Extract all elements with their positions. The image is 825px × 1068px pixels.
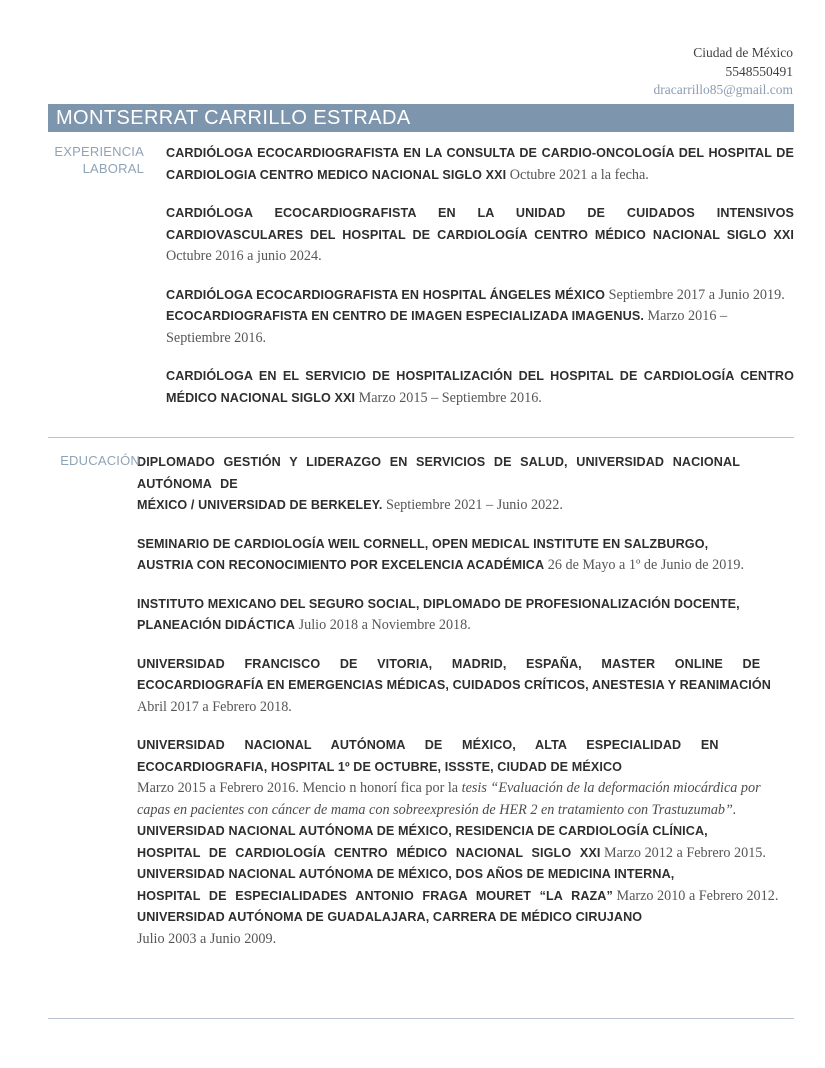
entry-date: Septiembre 2017 a Junio 2019. bbox=[605, 286, 785, 303]
education-entry bbox=[137, 452, 794, 517]
entry-title-line1: UNIVERSIDAD NACIONAL AUTÓNOMA DE MÉXICO, RESIDENCIA DE CARDIOLOGÍA CLÍNICA, bbox=[137, 824, 708, 838]
entry-title: CARDIÓLOGA ECOCARDIOGRAFISTA EN LA UNIDAD DE CUIDADOS INTENSIVOS CARDIOVASCULARES DEL HOSPITAL DE CARDIOLOGÍA CENTRO MÉDICO NACIONAL SIGLO XXI bbox=[166, 206, 794, 242]
entry-title: CARDIÓLOGA ECOCARDIOGRAFISTA EN HOSPITAL ÁNGELES MÉXICO bbox=[166, 287, 606, 302]
entry-title-line2: ECOCARDIOGRAFÍA EN EMERGENCIAS MÉDICAS, CUIDADOS CRÍTICOS, ANESTESIA Y REANIMACIÓN bbox=[137, 678, 771, 692]
entry-date: Marzo 2016 – Septiembre 2016. bbox=[166, 308, 728, 346]
entry-title: ECOCARDIOGRAFISTA EN CENTRO DE IMAGEN ESPECIALIZADA IMAGENUS. bbox=[166, 309, 644, 323]
entry-title-line1: UNIVERSIDAD NACIONAL AUTÓNOMA DE MÉXICO, ALTA ESPECIALIDAD EN bbox=[137, 738, 719, 752]
education-entry bbox=[137, 534, 794, 577]
contact-city: Ciudad de México bbox=[693, 45, 793, 60]
contact-header bbox=[653, 44, 793, 100]
entry-thesis: tesis “Evaluación de la deformación miocárdica por capas en pacientes con cáncer de mama con sobreexpresión de HER 2 en tratamiento con Trastuzumab”. bbox=[137, 780, 761, 818]
education-entry bbox=[137, 594, 794, 637]
contact-email[interactable]: dracarrillo85@gmail.com bbox=[653, 82, 793, 97]
experience-entry bbox=[166, 306, 794, 349]
education-entry bbox=[137, 907, 794, 950]
entry-title-line2: ECOCARDIOGRAFIA, HOSPITAL 1º DE OCTUBRE, ISSSTE, CIUDAD DE MÉXICO bbox=[137, 759, 623, 774]
entry-date: Abril 2017 a Febrero 2018. bbox=[137, 698, 292, 715]
experience-entry bbox=[166, 285, 794, 307]
education-entry bbox=[137, 864, 794, 907]
entry-title-line1: UNIVERSIDAD NACIONAL AUTÓNOMA DE MÉXICO, DOS AÑOS DE MEDICINA INTERNA, bbox=[137, 867, 675, 881]
education-entries bbox=[137, 452, 794, 950]
experience-entry bbox=[166, 203, 794, 268]
section-divider bbox=[48, 437, 794, 438]
entry-date: Marzo 2012 a Febrero 2015. bbox=[600, 844, 766, 861]
entry-date: Marzo 2010 a Febrero 2012. bbox=[612, 887, 779, 904]
entry-title-line2: HOSPITAL DE CARDIOLOGÍA CENTRO MÉDICO NACIONAL SIGLO XXI bbox=[137, 845, 601, 860]
entry-title-line1: UNIVERSIDAD AUTÓNOMA DE GUADALAJARA, CARRERA DE MÉDICO CIRUJANO bbox=[137, 910, 643, 924]
section-educacion bbox=[48, 452, 794, 950]
entry-title-line2: HOSPITAL DE ESPECIALIDADES ANTONIO FRAGA MOURET “LA RAZA” bbox=[137, 888, 613, 903]
entry-date: 26 de Mayo a 1º de Junio de 2019. bbox=[544, 557, 745, 573]
entry-title: CARDIÓLOGA ECOCARDIOGRAFISTA EN LA CONSULTA DE CARDIO-ONCOLOGÍA DEL HOSPITAL DE CARDIOLOGIA CENTRO MEDICO NACIONAL SIGLO XXI bbox=[166, 146, 794, 182]
entry-title-line1: SEMINARIO DE CARDIOLOGÍA WEIL CORNELL, OPEN MEDICAL INSTITUTE EN SALZBURGO, bbox=[137, 536, 709, 551]
experience-entries bbox=[166, 143, 794, 409]
entry-date: Octubre 2021 a la fecha. bbox=[506, 166, 649, 183]
experience-entry bbox=[166, 143, 794, 186]
section-experiencia-laboral bbox=[48, 143, 794, 426]
entry-date: Octubre 2016 a junio 2024. bbox=[166, 248, 322, 264]
entry-title-line1: INSTITUTO MEXICANO DEL SEGURO SOCIAL, DIPLOMADO DE PROFESIONALIZACIÓN DOCENTE, bbox=[137, 596, 740, 611]
entry-date: Marzo 2015 – Septiembre 2016. bbox=[355, 389, 542, 406]
education-entry bbox=[137, 735, 794, 821]
experience-entry bbox=[166, 366, 794, 409]
entry-title: CARDIÓLOGA EN EL SERVICIO DE HOSPITALIZACIÓN DEL HOSPITAL DE CARDIOLOGÍA CENTRO MÉDICO NACIONAL SIGLO XXI bbox=[166, 369, 794, 405]
contact-phone: 5548550491 bbox=[725, 63, 793, 79]
section-label-educacion: EDUCACIÓN bbox=[60, 453, 140, 468]
entry-title-line2: PLANEACIÓN DIDÁCTICA bbox=[137, 618, 296, 632]
education-entry bbox=[137, 654, 794, 719]
entry-date: Septiembre 2021 – Junio 2022. bbox=[382, 497, 563, 513]
entry-date: Marzo 2015 a Febrero 2016. Mencio n honorí fica por la bbox=[137, 780, 462, 796]
entry-title-line1: UNIVERSIDAD FRANCISCO DE VITORIA, MADRID, ESPAÑA, MASTER ONLINE DE bbox=[137, 656, 761, 671]
entry-date: Julio 2018 a Noviembre 2018. bbox=[295, 617, 471, 633]
entry-title-line1: DIPLOMADO GESTIÓN Y LIDERAZGO EN SERVICIOS DE SALUD, UNIVERSIDAD NACIONAL AUTÓNOMA DE bbox=[137, 455, 740, 491]
entry-title-line2: AUSTRIA CON RECONOCIMIENTO POR EXCELENCIA ACADÉMICA bbox=[137, 558, 545, 572]
education-entry bbox=[137, 821, 794, 864]
entry-title-line2: MÉXICO / UNIVERSIDAD DE BERKELEY. bbox=[137, 498, 383, 512]
footer-divider bbox=[48, 1018, 794, 1019]
entry-date: Julio 2003 a Junio 2009. bbox=[137, 930, 277, 947]
section-label-experiencia: EXPERIENCIA LABORAL bbox=[54, 144, 144, 176]
candidate-name-banner: MONTSERRAT CARRILLO ESTRADA bbox=[48, 104, 794, 132]
